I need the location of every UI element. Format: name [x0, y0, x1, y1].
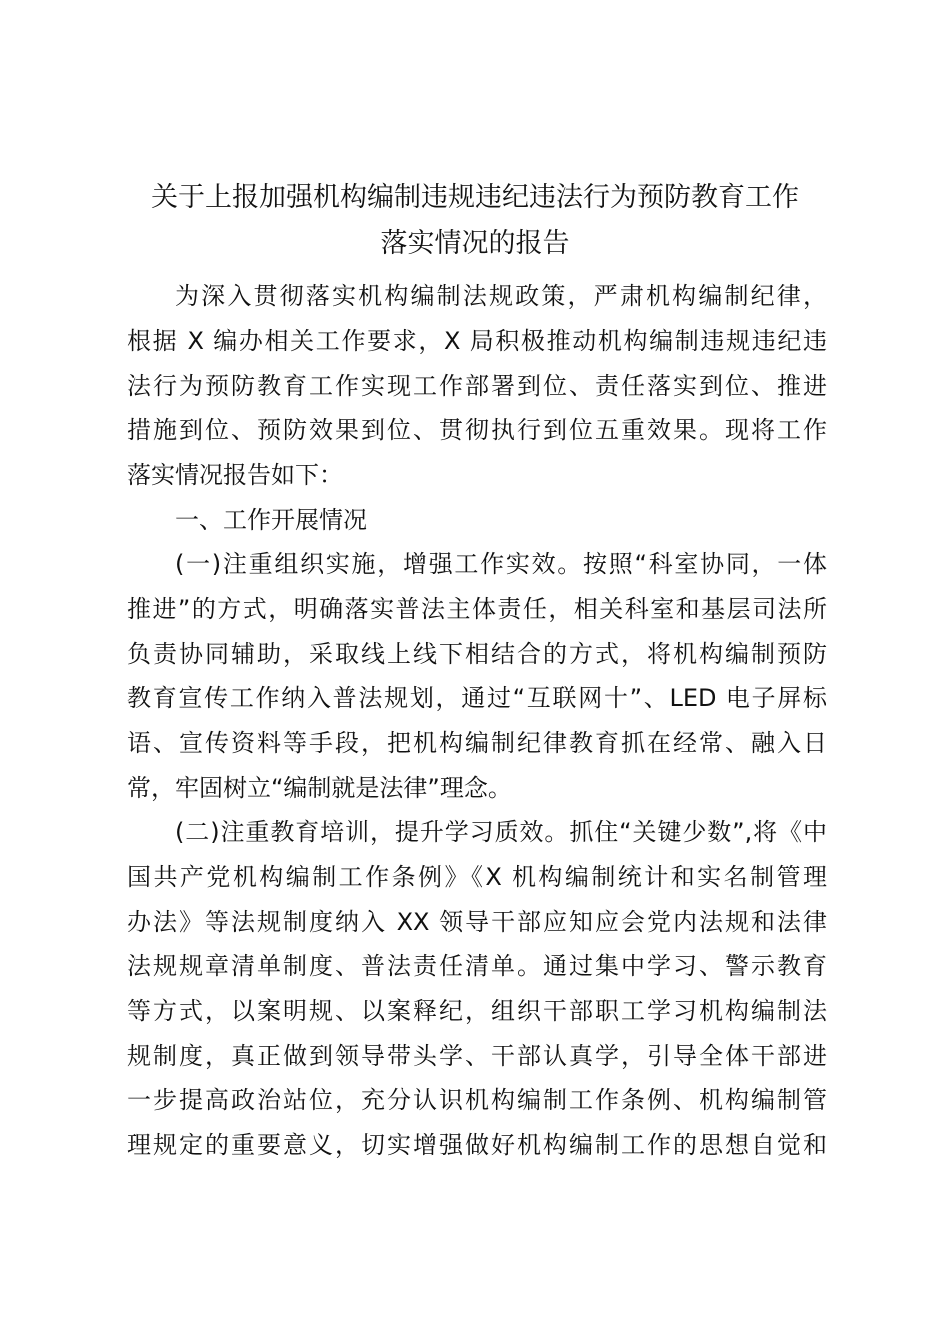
document-title-line-2: 落实情况的报告 — [380, 228, 570, 259]
paragraph-line: 等方式，以案明规、以案释纪，组织干部职工学习机构编制法 — [127, 997, 827, 1025]
paragraph-line: 语、宣传资料等手段，把机构编制纪律教育抓在经常、融入日 — [127, 729, 827, 757]
paragraph-line: 法规规章清单制度、普法责任清单。通过集中学习、警示教育 — [127, 952, 827, 980]
paragraph-line: 常，牢固树立“编制就是法律”理念。 — [127, 774, 512, 802]
paragraph-line: 落实情况报告如下： — [127, 461, 343, 489]
paragraph-line: 规制度，真正做到领导带头学、干部认真学，引导全体干部进 — [127, 1042, 827, 1070]
paragraph-line: 措施到位、预防效果到位、贯彻执行到位五重效果。现将工作 — [127, 416, 827, 444]
paragraph-line: (一)注重组织实施，增强工作实效。按照“科室协同，一体 — [175, 550, 827, 578]
paragraph-line: 一步提高政治站位，充分认识机构编制工作条例、机构编制管 — [127, 1086, 827, 1114]
paragraph-line: (二)注重教育培训，提升学习质效。抓住“关键少数”,将《中 — [175, 818, 827, 846]
paragraph-line: 理规定的重要意义，切实增强做好机构编制工作的思想自觉和 — [127, 1131, 827, 1159]
paragraph-line: 为深入贯彻落实机构编制法规政策，严肃机构编制纪律， — [175, 282, 827, 310]
document-title-line-1: 关于上报加强机构编制违规违纪违法行为预防教育工作 — [151, 182, 799, 213]
paragraph-line: 推进”的方式，明确落实普法主体责任，相关科室和基层司法所 — [127, 595, 827, 623]
paragraph-line: 国共产党机构编制工作条例》《X 机构编制统计和实名制管理 — [127, 863, 827, 891]
paragraph-line: 负责协同辅助，采取线上线下相结合的方式，将机构编制预防 — [127, 640, 827, 668]
paragraph-line: 办法》等法规制度纳入 XX 领导干部应知应会党内法规和法律 — [127, 908, 827, 936]
paragraph-line: 教育宣传工作纳入普法规划，通过“互联网十”、LED 电子屏标 — [127, 684, 827, 712]
paragraph-line: 法行为预防教育工作实现工作部署到位、责任落实到位、推进 — [127, 372, 827, 400]
paragraph-line: 根据 X 编办相关工作要求，X 局积极推动机构编制违规违纪违 — [127, 327, 827, 355]
section-heading: 一、工作开展情况 — [175, 506, 367, 534]
